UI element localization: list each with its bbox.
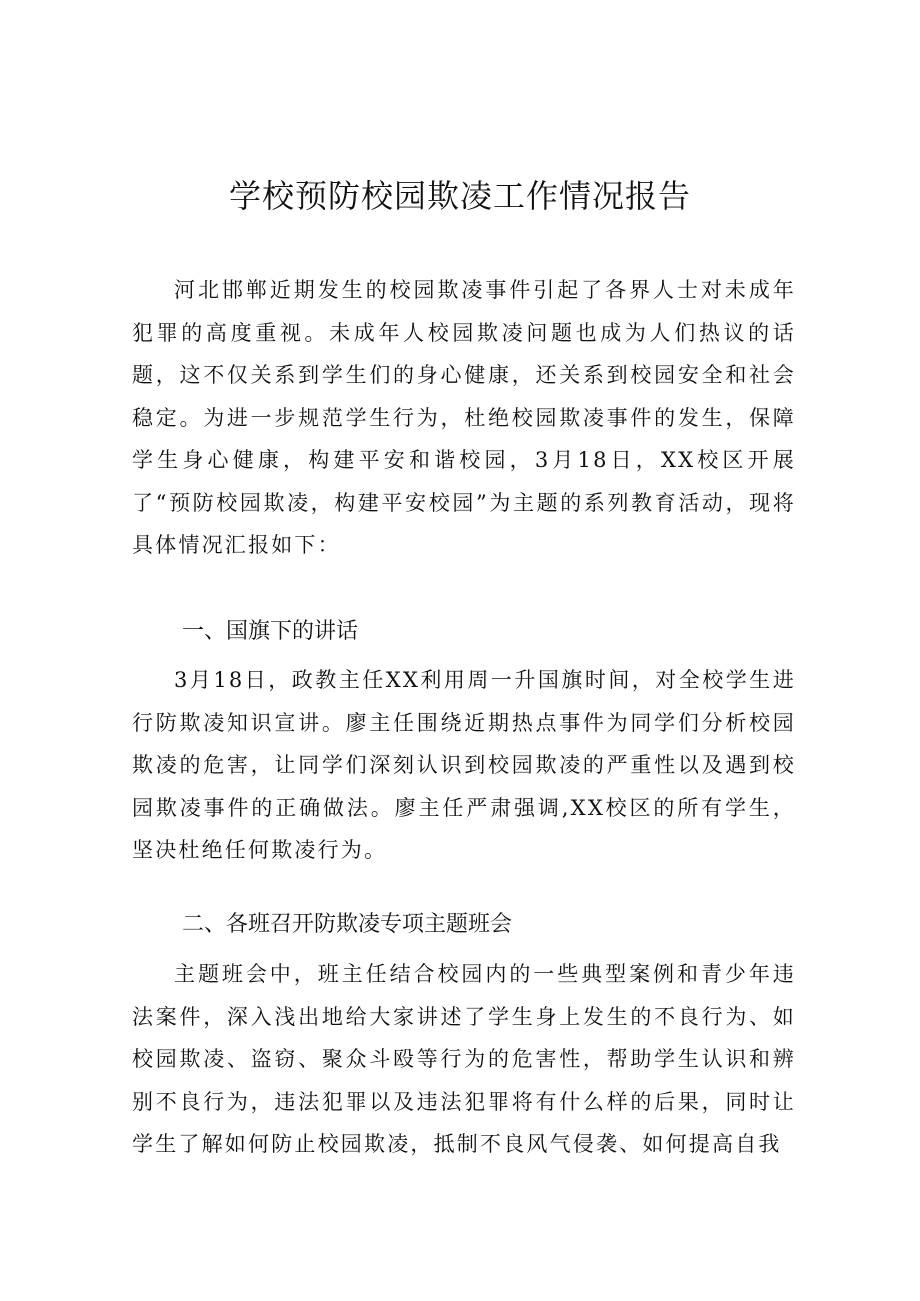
intro-paragraph: 河北邯郸近期发生的校园欺凌事件引起了各界人士对未成年犯罪的高度重视。未成年人校园欺凌问题也成为人们热议的话题，这不仅关系到学生们的身心健康，还关系到校园安全和社会稳定。为进一步规范学生行为，杜绝校园欺凌事件的发生，保障学生身心健康，构建平安和谐校园，3月18日，XX校区开展了“预防校园欺凌，构建平安校园”为主题的系列教育活动，现将具体情况汇报如下： (132, 278, 796, 557)
section-1-paragraph: 3月18日，政教主任XX利用周一升国旗时间，对全校学生进行防欺凌知识宣讲。廖主任围绕近期热点事件为同学们分析校园欺凌的危害，让同学们深刻认识到校园欺凌的严重性以及遇到校园欺凌事件的正确做法。廖主任严肃强调,XX校区的所有学生，坚决杜绝任何欺凌行为。 (132, 668, 796, 862)
section-2-paragraph: 主题班会中，班主任结合校园内的一些典型案例和青少年违法案件，深入浅出地给大家讲述了学生身上发生的不良行为、如校园欺凌、盗窃、聚众斗殴等行为的危害性，帮助学生认识和辨别不良行为，违法犯罪以及违法犯罪将有什么样的后果，同时让学生了解如何防止校园欺凌，抵制不良风气侵袭、如何提高自我 (132, 962, 796, 1156)
section-2-heading: 二、各班召开防欺凌专项主题班会 (182, 912, 513, 937)
document-title: 学校预防校园欺凌工作情况报告 (228, 177, 691, 215)
section-1-heading: 一、国旗下的讲话 (182, 619, 359, 644)
